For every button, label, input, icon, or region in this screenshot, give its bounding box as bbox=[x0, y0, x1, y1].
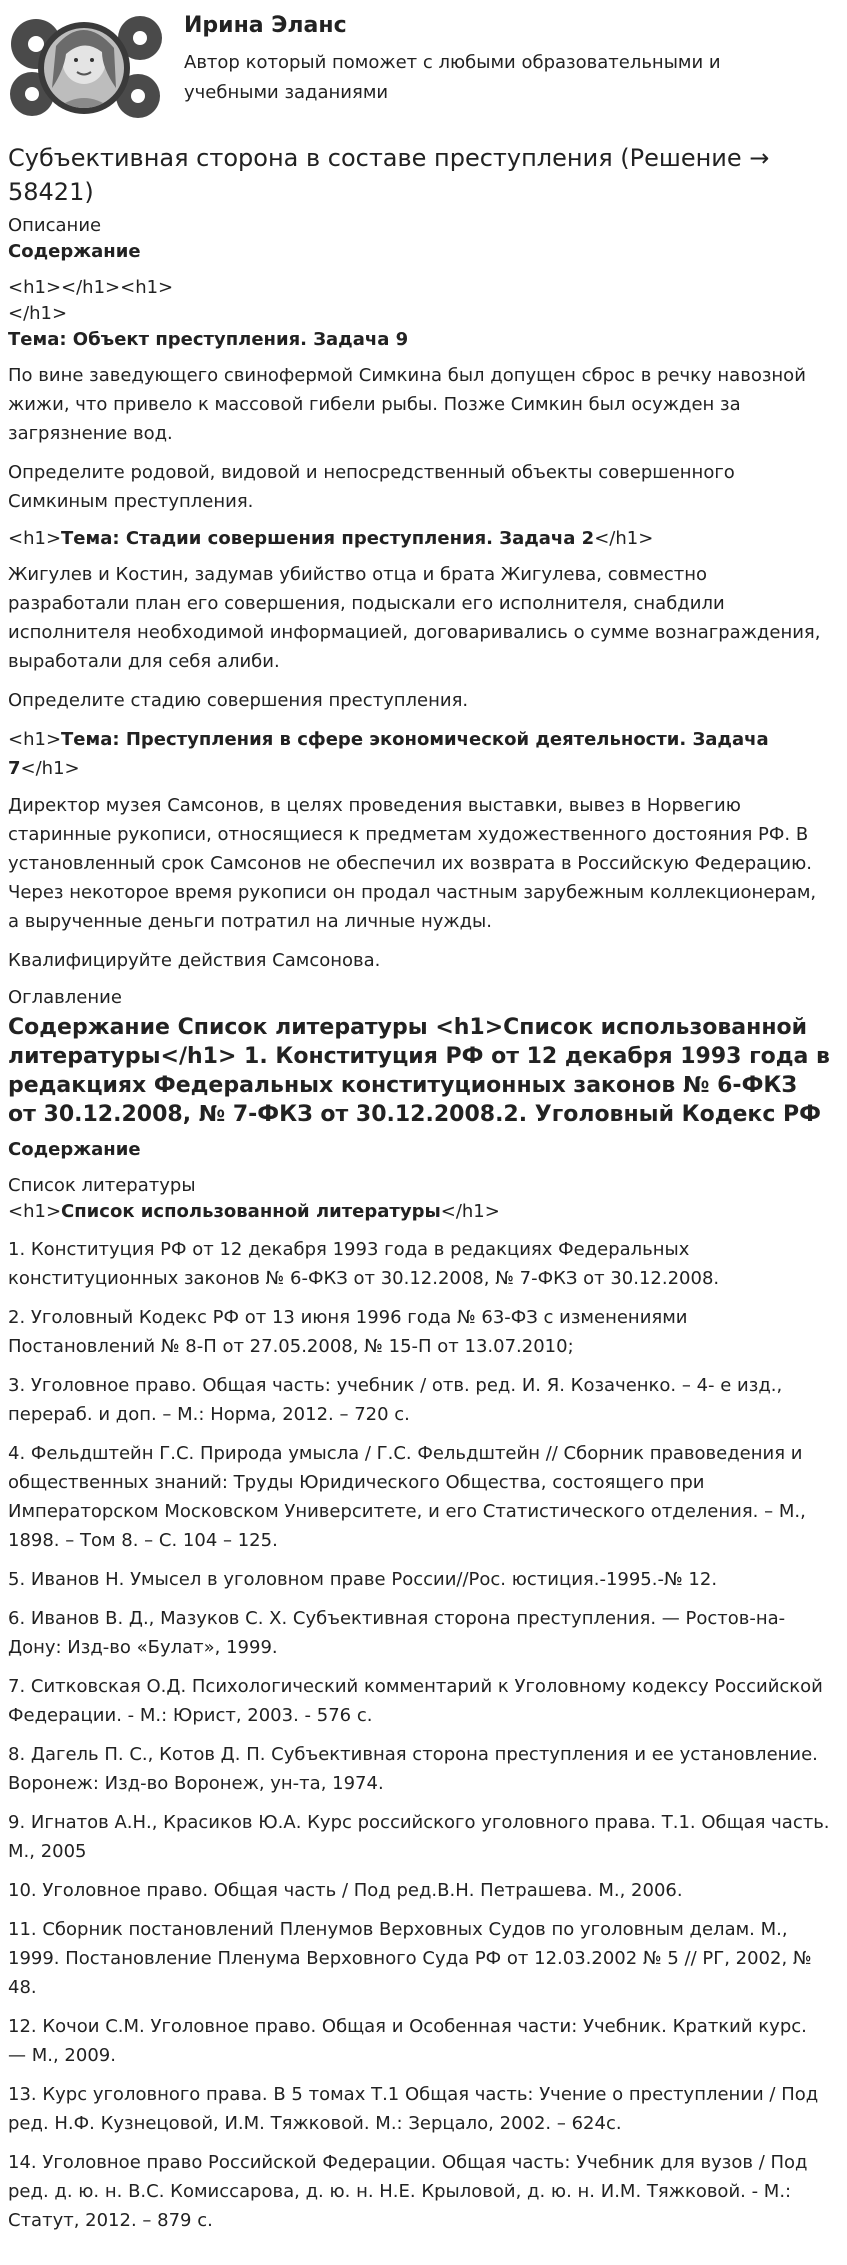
reference-item: 2. Уголовный Кодекс РФ от 13 июня 1996 года № 63-ФЗ с изменениями Постановлений № 8-П от 27.05.2008, № 15-П от 13.07.2010; bbox=[8, 1307, 688, 1357]
topic1-paragraph-1: По вине заведующего свинофермой Симкина был допущен сброс в речку навозной жижи, что привело к массовой гибели рыбы. Позже Симкин был осужден за загрязнение вод. bbox=[8, 365, 806, 444]
tag-close: </h1> bbox=[20, 758, 80, 779]
tag-close: </h1> bbox=[440, 1201, 500, 1222]
film-reel-avatar-icon bbox=[6, 8, 166, 128]
author-avatar[interactable] bbox=[6, 8, 166, 128]
page-title: Субъективная сторона в составе преступления (Решение → 58421) bbox=[8, 144, 770, 206]
author-info bbox=[184, 8, 784, 108]
raw-tag-line-1: <h1></h1><h1> bbox=[8, 277, 174, 298]
author-card bbox=[8, 0, 830, 135]
reference-item: 10. Уголовное право. Общая часть / Под ред.В.Н. Петрашева. М., 2006. bbox=[8, 1880, 683, 1901]
reference-item: 7. Ситковская О.Д. Психологический комментарий к Уголовному кодексу Российской Федерации. - М.: Юрист, 2003. - 576 с. bbox=[8, 1676, 823, 1726]
topic2-paragraph-1: Жигулев и Костин, задумав убийство отца и брата Жигулева, совместно разработали план его совершения, подыскали его исполнителя, снабдили исполнителя необходимой информацией, договаривались о сумме вознаграждения, выработали для себя алиби. bbox=[8, 564, 821, 672]
reference-item: 1. Конституция РФ от 12 декабря 1993 года в редакциях Федеральных конституционных законов № 6-ФКЗ от 30.12.2008, № 7-ФКЗ от 30.12.2008. bbox=[8, 1239, 720, 1289]
description-label: Описание bbox=[8, 215, 102, 236]
toc-label: Оглавление bbox=[8, 987, 122, 1008]
topic3-heading-line bbox=[8, 725, 830, 783]
contents-label: Содержание bbox=[8, 241, 141, 262]
topic2-paragraph-2: Определите стадию совершения преступления. bbox=[8, 690, 469, 711]
reference-item: 8. Дагель П. С., Котов Д. П. Субъективная сторона преступления и ее установление. Воронеж: Изд-во Воронеж, ун-та, 1974. bbox=[8, 1744, 818, 1794]
bibliography-heading-line bbox=[8, 1199, 830, 1225]
reference-item: 5. Иванов Н. Умысел в уголовном праве России//Рос. юстиция.-1995.-№ 12. bbox=[8, 1569, 718, 1590]
topic3-paragraph-2: Квалифицируйте действия Самсонова. bbox=[8, 950, 381, 971]
bibliography-heading: Список использованной литературы bbox=[61, 1201, 441, 1222]
reference-item: 13. Курс уголовного права. В 5 томах Т.1 Общая часть: Учение о преступлении / Под ред. Н.Ф. Кузнецовой, И.М. Тяжковой. М.: Зерцало, 2002. – 624с. bbox=[8, 2084, 819, 2134]
toc-heading: Содержание Список литературы <h1>Список использованной литературы</h1> 1. Конституция РФ от 12 декабря 1993 года в редакциях Федеральных конституционных законов № 6-ФКЗ от 30.12.2008, № 7-ФКЗ от 30.12.2008.2. Уголовный Кодекс РФ bbox=[8, 1015, 830, 1127]
tag-open: <h1> bbox=[8, 528, 62, 549]
author-description: Автор который поможет с любыми образовательными и учебными заданиями bbox=[184, 52, 721, 103]
reference-item: 9. Игнатов А.Н., Красиков Ю.А. Курс российского уголовного права. Т.1. Общая часть. М., 2005 bbox=[8, 1812, 830, 1862]
reference-item: 4. Фельдштейн Г.С. Природа умысла / Г.С. Фельдштейн // Сборник правоведения и общественных знаний: Труды Юридического Общества, состоящего при Императорском Московском Университете, и его Статистического отделения. – М., 1898. – Том 8. – С. 104 – 125. bbox=[8, 1443, 806, 1551]
reference-list bbox=[8, 1235, 830, 2235]
topic2-heading-line bbox=[8, 526, 830, 552]
reference-item: 12. Кочои С.М. Уголовное право. Общая и Особенная части: Учебник. Краткий курс. — М., 2009. bbox=[8, 2016, 807, 2066]
reference-item: 6. Иванов В. Д., Мазуков С. Х. Субъективная сторона преступления. — Ростов-на-Дону: Изд-во «Булат», 1999. bbox=[8, 1608, 786, 1658]
topic3-paragraph-1: Директор музея Самсонов, в целях проведения выставки, вывез в Норвегию старинные рукописи, относящиеся к предметам художественного достояния РФ. В установленный срок Самсонов не обеспечил их возврата в Российскую Федерацию. Через некоторое время рукописи он продал частным зарубежным коллекционерам, а вырученные деньги потратил на личные нужды. bbox=[8, 795, 817, 932]
author-name[interactable]: Ирина Эланс bbox=[184, 13, 347, 38]
reference-item: 3. Уголовное право. Общая часть: учебник / отв. ред. И. Я. Козаченко. – 4- е изд., перераб. и доп. – М.: Норма, 2012. – 720 с. bbox=[8, 1375, 783, 1425]
tag-open: <h1> bbox=[8, 1201, 62, 1222]
reference-item: 14. Уголовное право Российской Федерации. Общая часть: Учебник для вузов / Под ред. д. ю. н. В.С. Комиссарова, д. ю. н. Н.Е. Крыловой, д. ю. н. И.М. Тяжковой. - М.: Статут, 2012. – 879 с. bbox=[8, 2152, 808, 2231]
topic3-heading: Тема: Преступления в сфере экономической деятельности. Задача 7 bbox=[8, 729, 769, 779]
toc-contents-label: Содержание bbox=[8, 1139, 141, 1160]
tag-close: </h1> bbox=[594, 528, 654, 549]
reference-item: 11. Сборник постановлений Пленумов Верховных Судов по уголовным делам. М., 1999. Постановление Пленума Верховного Суда РФ от 12.03.2002 № 5 // РГ, 2002, № 48. bbox=[8, 1919, 812, 1998]
topic1-paragraph-2: Определите родовой, видовой и непосредственный объекты совершенного Симкиным преступления. bbox=[8, 462, 735, 512]
bibliography-label: Список литературы bbox=[8, 1175, 196, 1196]
topic2-heading: Тема: Стадии совершения преступления. Задача 2 bbox=[61, 528, 595, 549]
topic1-heading: Тема: Объект преступления. Задача 9 bbox=[8, 329, 409, 350]
tag-open: <h1> bbox=[8, 729, 62, 750]
raw-tag-line-2: </h1> bbox=[8, 303, 68, 324]
